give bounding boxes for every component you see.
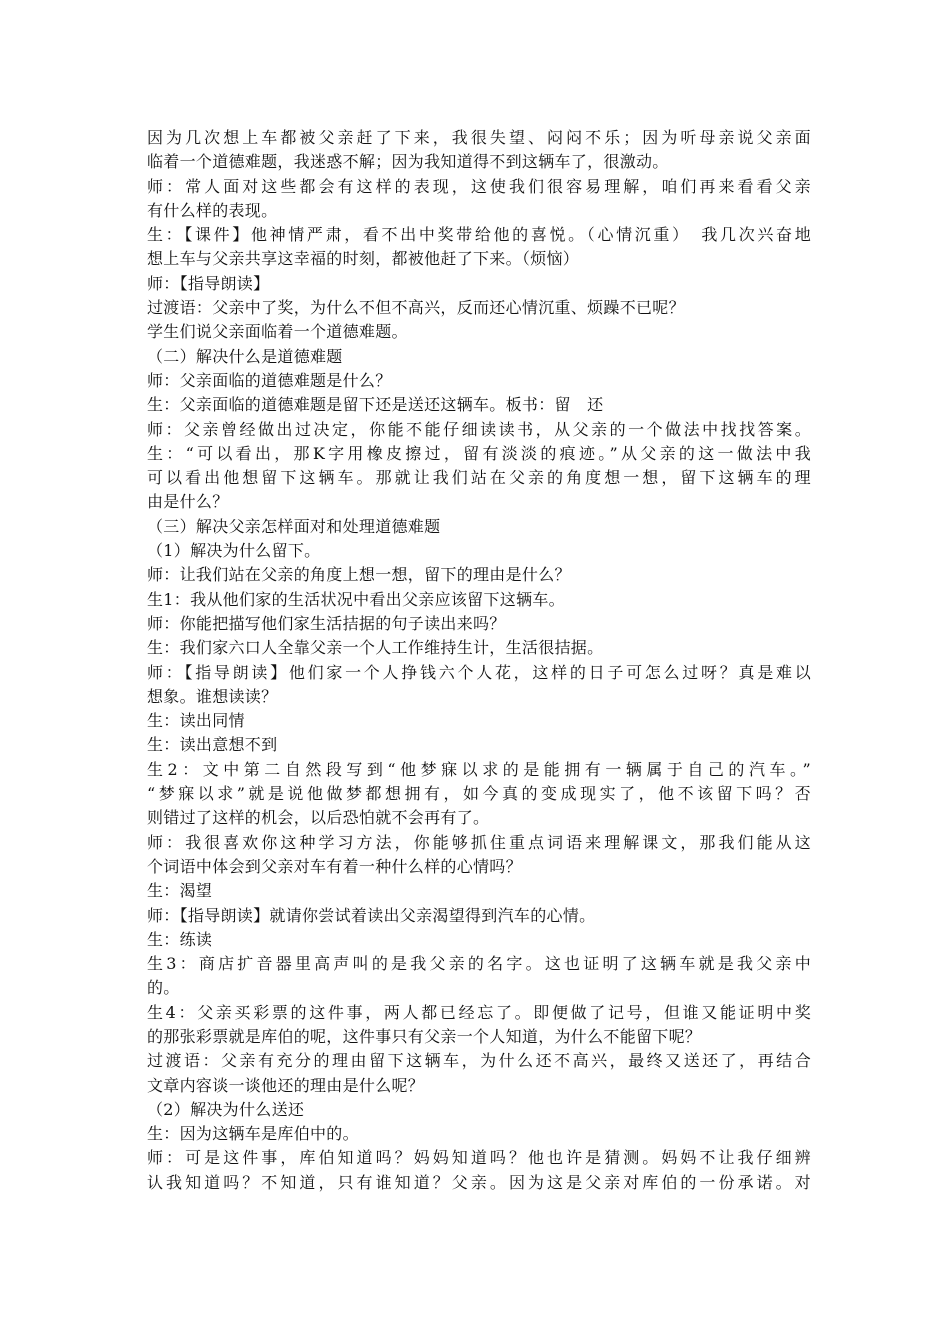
text-line: 生：“可以看出，那K字用橡皮擦过，留有淡淡的痕迹。”从父亲的这一做法中我 [147, 443, 811, 463]
text-line: 生：渴望 [147, 881, 213, 901]
text-line: 师：你能把描写他们家生活拮据的句子读出来吗？ [147, 613, 506, 633]
text-line: 认我知道吗？不知道，只有谁知道？父亲。因为这是父亲对库伯的一份承诺。对 [147, 1172, 811, 1192]
text-line: 师：【指导朗读】 [147, 273, 270, 293]
text-line: 个词语中体会到父亲对车有着一种什么样的心情吗？ [147, 856, 522, 876]
text-line: 生：我们家六口人全靠父亲一个人工作维持生计，生活很拮据。 [147, 638, 604, 658]
text-line: 生：读出意想不到 [147, 735, 278, 755]
text-line: 想上车与父亲共享这幸福的时刻，都被他赶了下来。（烦恼） [147, 249, 580, 269]
text-line: 师：可是这件事，库伯知道吗？妈妈知道吗？他也许是猜测。妈妈不让我仔细辨 [147, 1148, 811, 1168]
text-line: 文章内容谈一谈他还的理由是什么呢？ [147, 1075, 425, 1095]
text-line: 生：【课件】他神情严肃，看不出中奖带给他的喜悦。（心情沉重） 我几次兴奋地 [147, 225, 811, 245]
text-line: 生：读出同情 [147, 711, 245, 731]
text-line: 则错过了这样的机会，以后恐怕就不会再有了。 [147, 808, 490, 828]
text-line: 有什么样的表现。 [147, 200, 278, 220]
text-line: 师：我很喜欢你这种学习方法，你能够抓住重点词语来理解课文，那我们能从这 [147, 832, 811, 852]
text-line: 生：父亲面临的道德难题是留下还是送还这辆车。板书：留 还 [147, 395, 604, 415]
text-line: 生：因为这辆车是库伯中的。 [147, 1124, 359, 1144]
text-line: 生4：父亲买彩票的这件事，两人都已经忘了。即便做了记号，但谁又能证明中奖 [147, 1002, 811, 1022]
text-line: 可以看出他想留下这辆车。那就让我们站在父亲的角度想一想，留下这辆车的理 [147, 468, 811, 488]
text-line: 师：父亲面临的道德难题是什么？ [147, 370, 392, 390]
text-line: 师：【指导朗读】就请你尝试着读出父亲渴望得到汽车的心情。 [147, 905, 596, 925]
text-line: 过渡语：父亲有充分的理由留下这辆车，为什么还不高兴，最终又送还了，再结合 [147, 1051, 811, 1071]
document-body [147, 126, 811, 1195]
text-line: 师：常人面对这些都会有这样的表现，这使我们很容易理解，咱们再来看看父亲 [147, 176, 811, 196]
text-line: 师：【指导朗读】他们家一个人挣钱六个人花，这样的日子可怎么过呀？真是难以 [147, 662, 811, 682]
text-line: 因为几次想上车都被父亲赶了下来，我很失望、闷闷不乐；因为听母亲说父亲面 [147, 128, 811, 147]
text-line: 临着一个道德难题，我迷惑不解；因为我知道得不到这辆车了，很激动。 [147, 152, 669, 172]
text-line: （二）解决什么是道德难题 [147, 346, 343, 366]
text-line: 过渡语：父亲中了奖，为什么不但不高兴，反而还心情沉重、烦躁不已呢？ [147, 298, 685, 318]
text-line: 师：让我们站在父亲的角度上想一想，留下的理由是什么？ [147, 565, 571, 585]
text-line: “梦寐以求”就是说他做梦都想拥有，如今真的变成现实了，他不该留下吗？否 [147, 784, 811, 804]
text-line: （2）解决为什么送还 [147, 1099, 305, 1119]
text-line: 学生们说父亲面临着一个道德难题。 [147, 322, 408, 342]
text-line: 生3：商店扩音器里高声叫的是我父亲的名字。这也证明了这辆车就是我父亲中 [147, 954, 811, 974]
text-line: 生：练读 [147, 929, 213, 949]
text-line: 的。 [147, 978, 180, 998]
text-line: 想象。谁想读读？ [147, 686, 278, 706]
text-line: （三）解决父亲怎样面对和处理道德难题 [147, 516, 441, 536]
text-line: 生2：文中第二自然段写到“他梦寐以求的是能拥有一辆属于自己的汽车。” [147, 759, 811, 779]
text-line: 的那张彩票就是库伯的呢，这件事只有父亲一个人知道，为什么不能留下呢？ [147, 1026, 702, 1046]
text-line: 生1：我从他们家的生活状况中看出父亲应该留下这辆车。 [147, 589, 565, 609]
text-line: 由是什么？ [147, 492, 229, 512]
text-line: （1）解决为什么留下。 [147, 541, 321, 561]
text-line: 师：父亲曾经做出过决定，你能不能仔细读读书，从父亲的一个做法中找找答案。 [147, 419, 811, 439]
